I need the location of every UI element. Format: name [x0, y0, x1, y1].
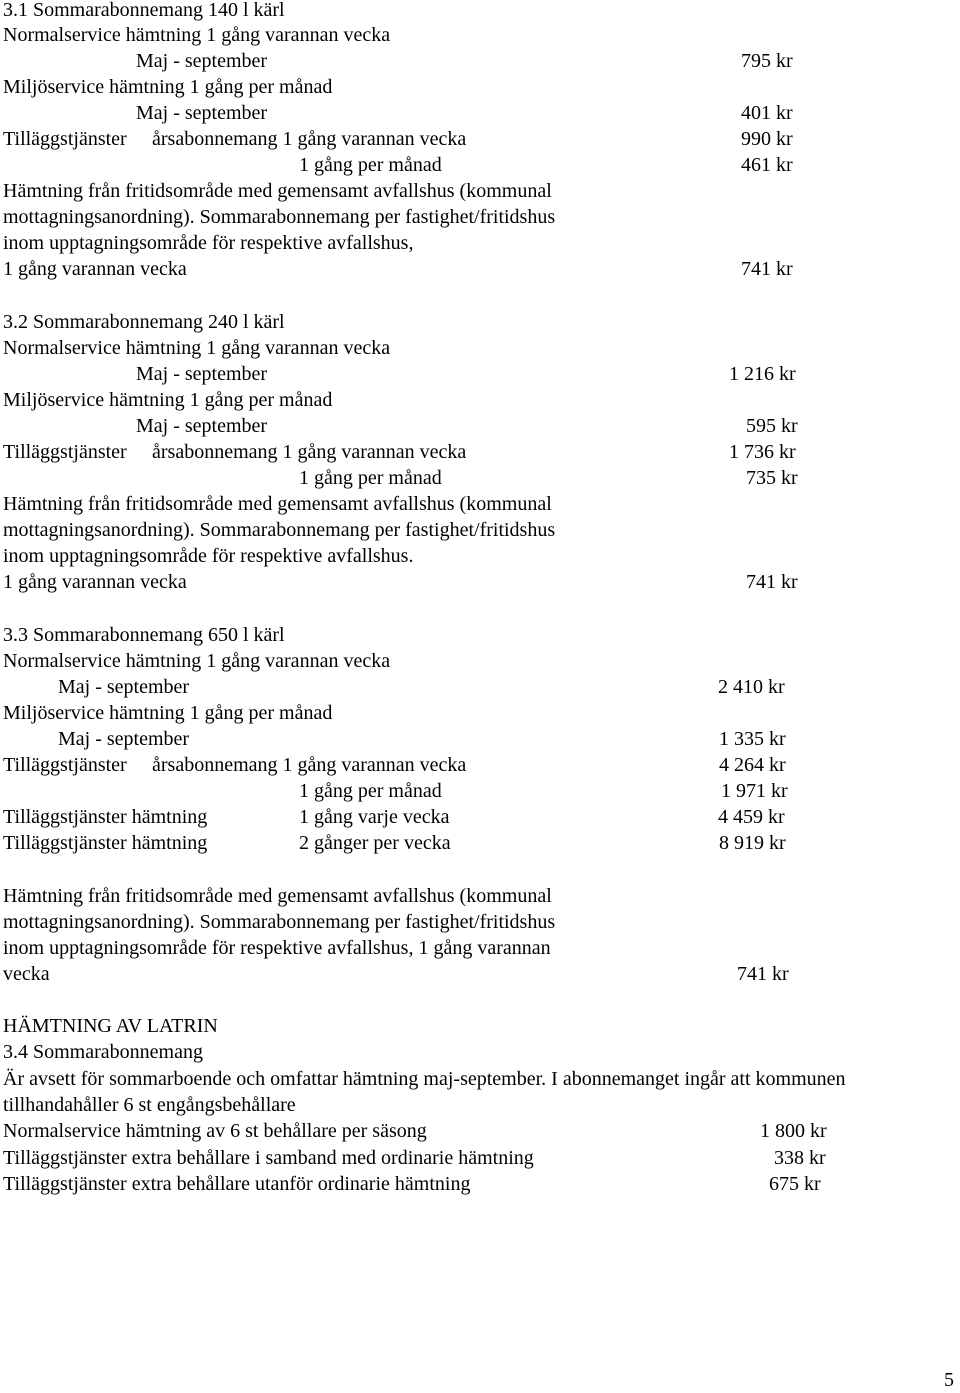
service-detail: årsabonnemang 1 gång varannan vecka	[152, 441, 467, 463]
description-line: 1 gång varannan vecka	[3, 571, 187, 593]
period-line: Maj - september	[136, 102, 268, 124]
service-line: Miljöservice hämtning 1 gång per månad	[3, 76, 333, 98]
service-line: Tilläggstjänster	[3, 128, 127, 150]
service-line: Tilläggstjänster hämtning	[3, 832, 208, 854]
service-detail: årsabonnemang 1 gång varannan vecka	[152, 754, 467, 776]
price: 1 335 kr	[719, 728, 786, 750]
section-title: 3.4 Sommarabonnemang	[3, 1041, 203, 1063]
price: 741 kr	[741, 258, 793, 280]
section-title: 3.3 Sommarabonnemang 650 l kärl	[3, 624, 285, 646]
description-line: Hämtning från fritidsområde med gemensamt avfallshus (kommunal	[3, 180, 552, 202]
price: 675 kr	[769, 1173, 821, 1195]
description-line: vecka	[3, 963, 50, 985]
frequency-line: 1 gång per månad	[299, 467, 442, 489]
frequency-line: 1 gång varje vecka	[299, 806, 450, 828]
price: 1 800 kr	[760, 1120, 827, 1142]
section-title: 3.1 Sommarabonnemang 140 l kärl	[3, 0, 285, 21]
price: 4 264 kr	[719, 754, 786, 776]
price: 461 kr	[741, 154, 793, 176]
period-line: Maj - september	[136, 363, 268, 385]
price: 1 971 kr	[721, 780, 788, 802]
service-line: Miljöservice hämtning 1 gång per månad	[3, 702, 333, 724]
service-line: Normalservice hämtning 1 gång varannan vecka	[3, 337, 391, 359]
frequency-line: 1 gång per månad	[299, 154, 442, 176]
description-line: inom upptagningsområde för respektive avfallshus, 1 gång varannan	[3, 937, 551, 959]
service-line: Normalservice hämtning 1 gång varannan vecka	[3, 650, 391, 672]
frequency-line: 1 gång per månad	[299, 780, 442, 802]
period-line: Maj - september	[58, 728, 190, 750]
description-line: mottagningsanordning). Sommarabonnemang per fastighet/fritidshus	[3, 206, 556, 228]
period-line: Maj - september	[136, 50, 268, 72]
price: 338 kr	[774, 1147, 826, 1169]
price: 795 kr	[741, 50, 793, 72]
description-line: Är avsett för sommarboende och omfattar hämtning maj-september. I abonnemanget ingår att kommunen	[3, 1068, 846, 1090]
service-line: Miljöservice hämtning 1 gång per månad	[3, 389, 333, 411]
service-line: Tilläggstjänster	[3, 754, 127, 776]
price: 2 410 kr	[718, 676, 785, 698]
price: 8 919 kr	[719, 832, 786, 854]
price: 1 216 kr	[729, 363, 796, 385]
description-line: tillhandahåller 6 st engångsbehållare	[3, 1094, 296, 1116]
service-line: Normalservice hämtning 1 gång varannan vecka	[3, 24, 391, 46]
description-line: inom upptagningsområde för respektive avfallshus,	[3, 232, 414, 254]
price: 735 kr	[746, 467, 798, 489]
description-line: 1 gång varannan vecka	[3, 258, 187, 280]
service-line: Tilläggstjänster hämtning	[3, 806, 208, 828]
service-line: Tilläggstjänster	[3, 441, 127, 463]
price: 4 459 kr	[718, 806, 785, 828]
frequency-line: 2 gånger per vecka	[299, 832, 451, 854]
price: 1 736 kr	[729, 441, 796, 463]
section-title: 3.2 Sommarabonnemang 240 l kärl	[3, 311, 285, 333]
description-line: mottagningsanordning). Sommarabonnemang per fastighet/fritidshus	[3, 519, 556, 541]
service-line: Tilläggstjänster extra behållare utanför ordinarie hämtning	[3, 1173, 471, 1195]
description-line: Hämtning från fritidsområde med gemensamt avfallshus (kommunal	[3, 493, 552, 515]
service-line: Normalservice hämtning av 6 st behållare per säsong	[3, 1120, 427, 1142]
period-line: Maj - september	[58, 676, 190, 698]
service-detail: årsabonnemang 1 gång varannan vecka	[152, 128, 467, 150]
price: 990 kr	[741, 128, 793, 150]
section-heading: HÄMTNING AV LATRIN	[3, 1015, 218, 1037]
description-line: inom upptagningsområde för respektive avfallshus.	[3, 545, 414, 567]
description-line: mottagningsanordning). Sommarabonnemang per fastighet/fritidshus	[3, 911, 556, 933]
price: 741 kr	[737, 963, 789, 985]
page-number: 5	[944, 1369, 954, 1391]
price: 595 kr	[746, 415, 798, 437]
price: 741 kr	[746, 571, 798, 593]
period-line: Maj - september	[136, 415, 268, 437]
description-line: Hämtning från fritidsområde med gemensamt avfallshus (kommunal	[3, 885, 552, 907]
service-line: Tilläggstjänster extra behållare i samband med ordinarie hämtning	[3, 1147, 534, 1169]
price: 401 kr	[741, 102, 793, 124]
